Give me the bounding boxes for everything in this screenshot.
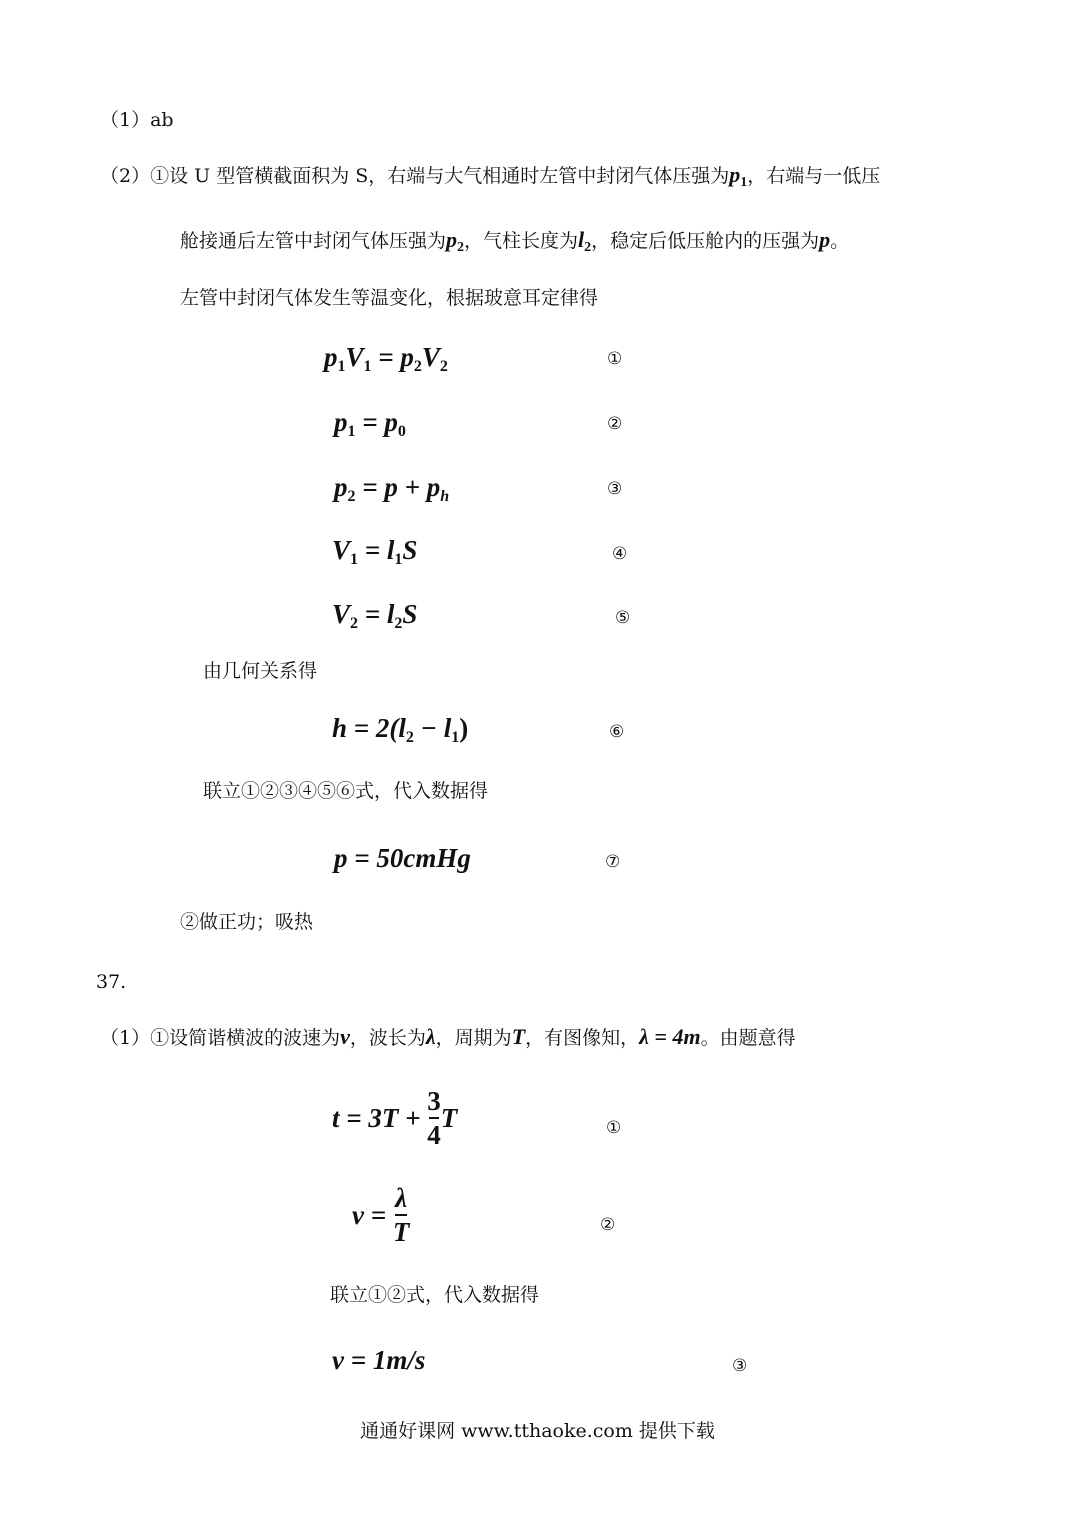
equation-4: $V_1 = l_1S$ xyxy=(332,535,418,568)
equation-f2: v = $\frac{\lambda}{T}$ xyxy=(352,1183,410,1247)
wave-intro-line xyxy=(100,1025,796,1050)
math-p2: $p_2$ xyxy=(446,227,465,255)
math-v: v xyxy=(340,1024,350,1049)
answer-part1: （1）ab xyxy=(100,109,174,131)
equation-number: ② xyxy=(600,1215,616,1235)
equation-number: ④ xyxy=(612,544,628,564)
equation-number: ① xyxy=(607,349,623,369)
math-p1: $p_1$ xyxy=(729,162,748,190)
equation-number: ③ xyxy=(732,1356,748,1376)
part2-answer: ②做正功；吸热 xyxy=(180,911,314,933)
part2-line3: 左管中封闭气体发生等温变化，根据玻意耳定律得 xyxy=(180,287,599,309)
text-segment: 舱接通后左管中封闭气体压强为 xyxy=(180,230,447,252)
part1-label: （1） xyxy=(100,1027,151,1049)
text-segment: ，右端与一低压 xyxy=(747,165,881,187)
equation-number: ⑥ xyxy=(609,722,625,742)
math-p: p xyxy=(819,227,831,252)
equation-3: $p_2 = p + p_h$ xyxy=(334,472,450,505)
circle-number: ① xyxy=(150,165,170,187)
text-segment: ，有图像知， xyxy=(525,1027,640,1049)
part2-line1 xyxy=(100,163,880,188)
equation-6: $h = 2(l_2 - l_1)$ xyxy=(332,713,469,746)
text-segment: ，周期为 xyxy=(435,1027,512,1049)
equation-number: ① xyxy=(606,1118,622,1138)
text-segment: 。 xyxy=(830,230,850,252)
fraction: $\frac{\lambda}{T}$ xyxy=(392,1183,410,1247)
circle-number: ① xyxy=(150,1027,170,1049)
text-segment: 设 U 型管横截面积为 S，右端与大气相通时左管中封闭气体压强为 xyxy=(169,165,730,187)
text-segment: ，波长为 xyxy=(349,1027,426,1049)
combine-text-1: 联立①②③④⑤⑥式，代入数据得 xyxy=(203,780,489,802)
equation-2: $p_1 = p_0$ xyxy=(334,407,406,440)
math-T: T xyxy=(511,1024,526,1049)
part2-label: （2） xyxy=(100,165,151,187)
equation-number: ⑤ xyxy=(615,608,631,628)
combine-text-2: 联立①②式，代入数据得 xyxy=(330,1284,540,1306)
page-footer: 通通好课网 www.tthaoke.com 提供下载 xyxy=(360,1420,715,1442)
equation-f3: v = 1m/s xyxy=(332,1345,426,1375)
math-lambda: λ xyxy=(425,1024,436,1049)
question-37-label: 37. xyxy=(96,971,127,993)
part2-line2 xyxy=(180,228,849,253)
equation-number: ⑦ xyxy=(605,852,621,872)
equation-number: ③ xyxy=(607,479,623,499)
math-lambda-eq: λ = 4m xyxy=(639,1024,701,1049)
text-segment: 。由题意得 xyxy=(700,1027,796,1049)
equation-number: ② xyxy=(607,414,623,434)
fraction: $\frac{3}{4}$ xyxy=(427,1086,441,1150)
equation-7: p = 50cmHg xyxy=(334,843,471,873)
equation-f1: t = 3T + $\frac{3}{4}$ T xyxy=(332,1086,458,1150)
text-segment: 设简谐横波的波速为 xyxy=(169,1027,341,1049)
math-l2: $l_2$ xyxy=(578,227,592,255)
geometry-text: 由几何关系得 xyxy=(203,660,318,682)
equation-1: $p_1V_1 = p_2V_2$ xyxy=(324,342,448,375)
text-segment: ，气柱长度为 xyxy=(464,230,579,252)
text-segment: ，稳定后低压舱内的压强为 xyxy=(591,230,820,252)
equation-5: $V_2 = l_2S$ xyxy=(332,599,418,632)
